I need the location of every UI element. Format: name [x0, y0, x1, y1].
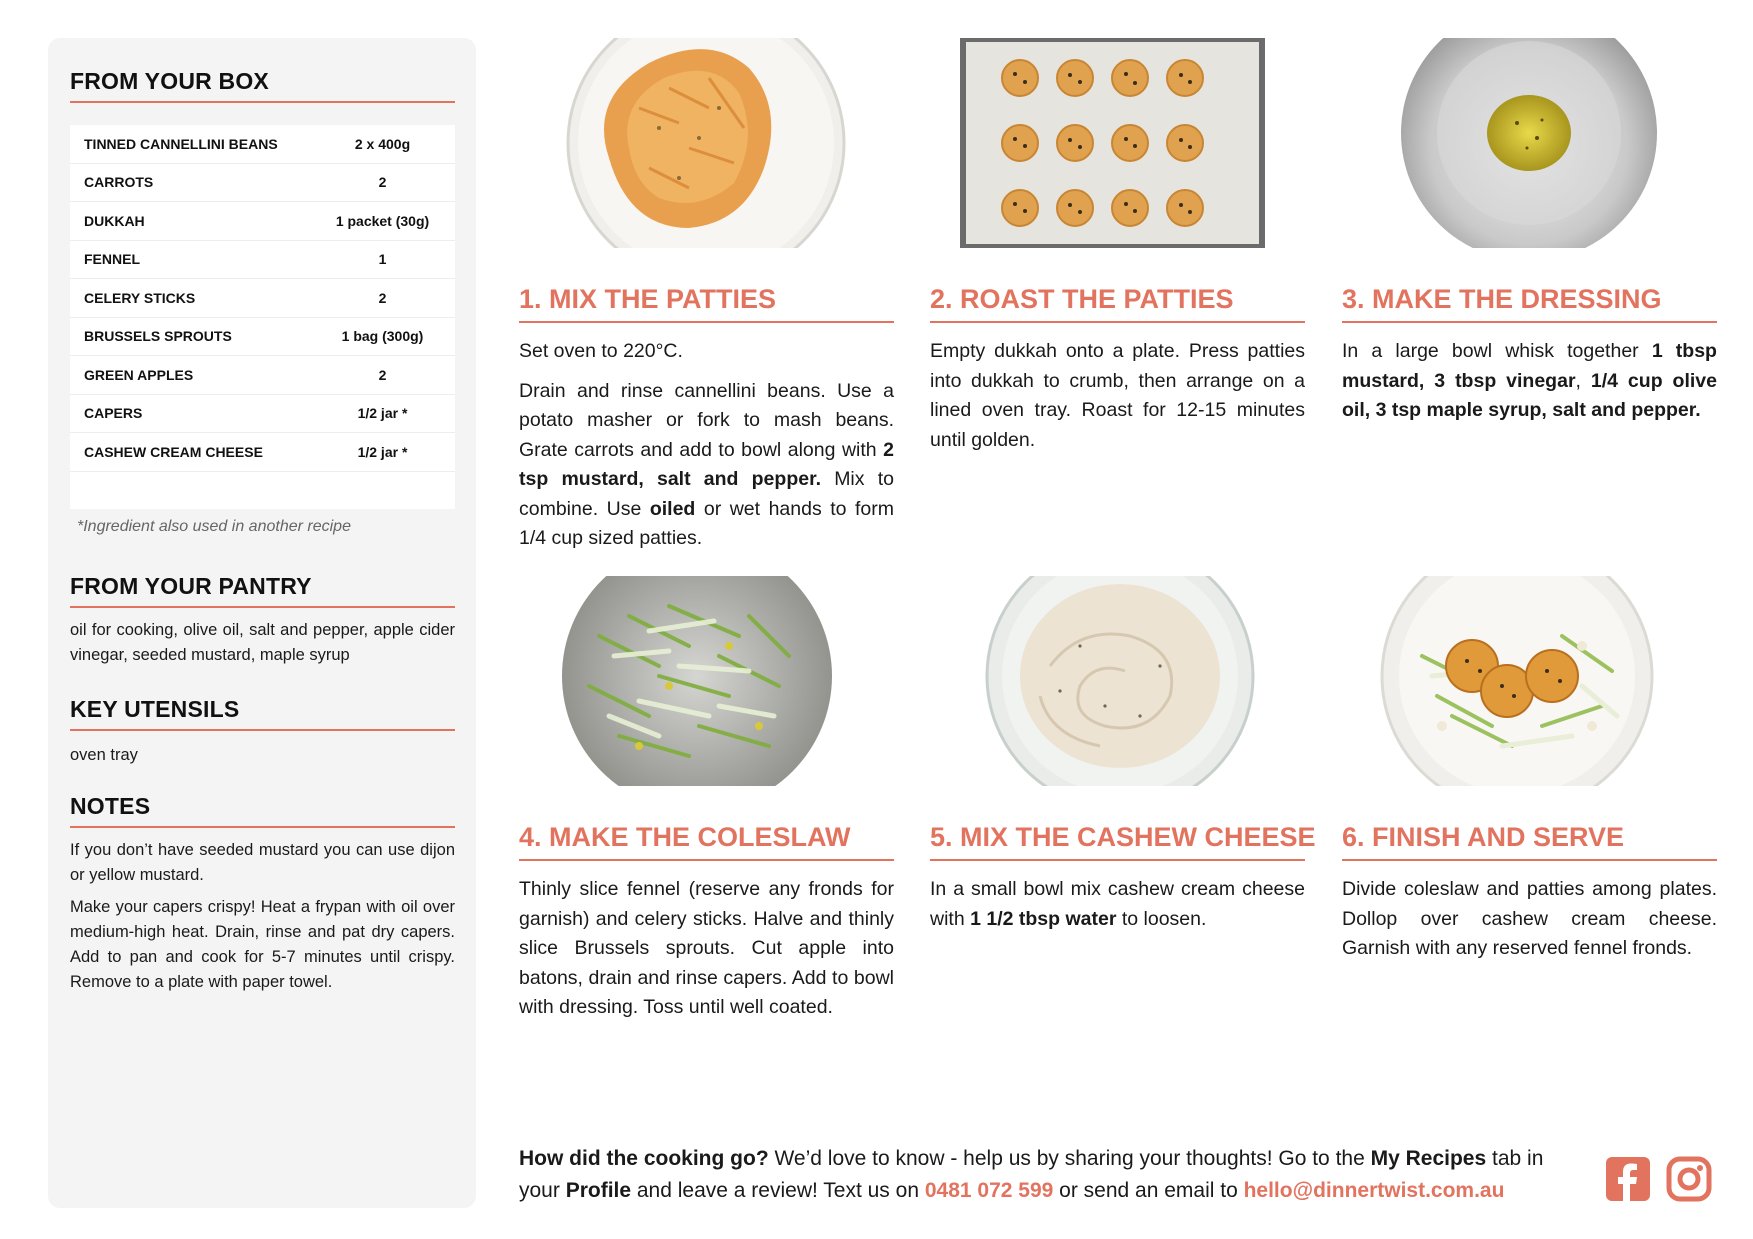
- feedback-footer: How did the cooking go? We’d love to know - help us by sharing your thoughts! Go to the My Recipes tab in your Profile and leave a review! Text us on 0481 072 599 or send an email to hello@dinnertwist.com.au: [519, 1147, 1544, 1202]
- table-row: [70, 125, 455, 164]
- phone-link[interactable]: 0481 072 599: [924, 1179, 1054, 1202]
- step-6-paragraph: Divide coleslaw and patties among plates. Dollop over cashew cream cheese. Garnish with any reserved fennel fronds.: [1342, 878, 1717, 959]
- notes-heading: NOTES: [70, 793, 455, 828]
- table-row: [70, 318, 455, 357]
- table-row: [70, 433, 455, 472]
- ingredient-footnote: *Ingredient also used in another recipe: [77, 518, 351, 535]
- ingredient-name: CARROTS: [84, 174, 154, 191]
- step-4-title: 4. MAKE THE COLESLAW: [519, 822, 894, 861]
- feedback-question: How did the cooking go?: [519, 1147, 769, 1170]
- step-3-body: [1342, 337, 1717, 426]
- instagram-icon[interactable]: [1665, 1155, 1713, 1203]
- table-row: [70, 279, 455, 318]
- step-1: [519, 38, 894, 564]
- ingredient-qty: 2: [378, 174, 387, 191]
- ingredient-name: CELERY STICKS: [84, 289, 196, 306]
- profile-link[interactable]: Profile: [565, 1179, 632, 1202]
- utensils-text: oven tray: [70, 746, 138, 764]
- step-3: [1342, 38, 1717, 436]
- step-6-title: 6. FINISH AND SERVE: [1342, 822, 1717, 861]
- ingredient-name: DUKKAH: [84, 212, 145, 229]
- step-1-paragraph: Set oven to 220°C.: [519, 340, 683, 362]
- ingredient-name: CAPERS: [84, 405, 143, 422]
- table-row: [70, 395, 455, 434]
- ingredient-name: FENNEL: [84, 251, 140, 268]
- ingredients-sidebar: [48, 38, 476, 1208]
- ingredient-qty: 1/2 jar *: [357, 405, 408, 422]
- step-4-paragraph: Thinly slice fennel (reserve any fronds for garnish) and celery sticks. Halve and thinly slice Brussels sprouts. Cut apple into batons, drain and rinse capers. Add to bowl with dressing. Toss until well coated.: [519, 878, 894, 1018]
- step-1-photo: [519, 38, 894, 248]
- ingredient-name: BRUSSELS SPROUTS: [84, 328, 232, 345]
- step-2: [930, 38, 1305, 465]
- ingredient-name: GREEN APPLES: [84, 366, 194, 383]
- ingredients-table: [70, 125, 455, 509]
- ingredient-name: TINNED CANNELLINI BEANS: [84, 135, 278, 152]
- ingredient-qty: 2: [378, 366, 387, 383]
- pantry-text: oil for cooking, olive oil, salt and pepper, apple cider vinegar, seeded mustard, maple syrup: [70, 621, 455, 664]
- box-heading: FROM YOUR BOX: [70, 68, 455, 103]
- step-3-photo: [1342, 38, 1717, 248]
- step-5-photo: [930, 576, 1305, 786]
- step-4: [519, 576, 894, 1033]
- step-1-title: 1. MIX THE PATTIES: [519, 284, 894, 323]
- pantry-heading: FROM YOUR PANTRY: [70, 573, 455, 608]
- step-3-title: 3. MAKE THE DRESSING: [1342, 284, 1717, 323]
- ingredient-qty: 1 packet (30g): [335, 212, 430, 229]
- step-4-photo: [519, 576, 894, 786]
- step-6-photo: [1342, 576, 1717, 786]
- step-1-paragraph: Drain and rinse cannellini beans. Use a potato masher or fork to mash beans. Grate carrots and add to bowl along with 2 tsp mustard, salt and pepper. Mix to combine. Use oiled or wet hands to form 1/4 cup sized patties.: [519, 379, 895, 549]
- step-1-body: [519, 337, 894, 554]
- step-6-body: [1342, 875, 1717, 964]
- table-row: [70, 164, 455, 203]
- step-4-body: [519, 875, 894, 1023]
- utensils-heading: KEY UTENSILS: [70, 696, 455, 731]
- step-3-paragraph: In a large bowl whisk together 1 tbsp mustard, 3 tbsp vinegar, 1/4 cup olive oil, 3 tsp maple syrup, salt and pepper.: [1342, 340, 1717, 421]
- step-5-paragraph: In a small bowl mix cashew cream cheese with 1 1/2 tbsp water to loosen.: [930, 878, 1305, 930]
- email-link[interactable]: hello@dinnertwist.com.au: [1243, 1179, 1505, 1202]
- step-5-title: 5. MIX THE CASHEW CHEESE: [930, 822, 1305, 861]
- ingredient-qty: 1 bag (300g): [341, 328, 424, 345]
- step-2-body: [930, 337, 1305, 455]
- step-2-paragraph: Empty dukkah onto a plate. Press patties into dukkah to crumb, then arrange on a lined oven tray. Roast for 12-15 minutes until golden.: [930, 340, 1305, 451]
- table-row: [70, 241, 455, 280]
- table-row: [70, 356, 455, 395]
- ingredient-qty: 1: [378, 251, 387, 268]
- step-5-body: [930, 875, 1305, 934]
- ingredient-qty: 2: [378, 289, 387, 306]
- step-5: [930, 576, 1316, 944]
- ingredient-qty: 1/2 jar *: [357, 443, 408, 460]
- note-2: Make your capers crispy! Heat a frypan with oil over medium-high heat. Drain, rinse and pat dry capers. Add to pan and cook for 5-7 minutes until crispy. Remove to a plate with paper towel.: [70, 898, 455, 991]
- my-recipes-link[interactable]: My Recipes: [1370, 1147, 1487, 1170]
- step-6: [1342, 576, 1717, 974]
- note-1: If you don’t have seeded mustard you can use dijon or yellow mustard.: [70, 841, 455, 884]
- table-row: [70, 202, 455, 241]
- step-2-photo: [930, 38, 1305, 248]
- step-2-title: 2. ROAST THE PATTIES: [930, 284, 1305, 323]
- ingredient-name: CASHEW CREAM CHEESE: [84, 443, 263, 460]
- facebook-icon[interactable]: [1604, 1155, 1652, 1203]
- ingredient-qty: 2 x 400g: [354, 135, 411, 152]
